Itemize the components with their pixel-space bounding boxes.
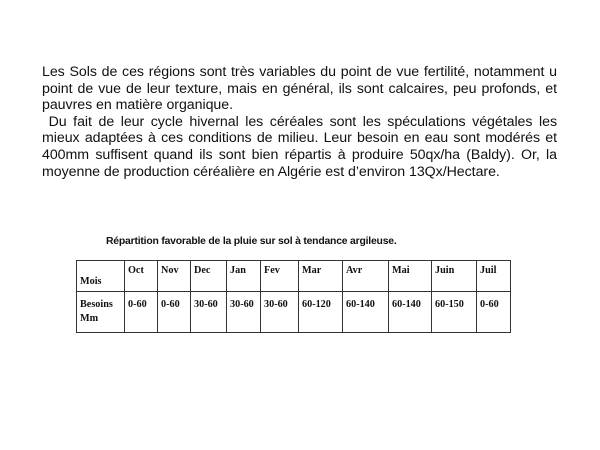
body-text: [42, 64, 561, 180]
table-caption: Répartition favorable de la pluie sur sol à tendance argileuse.: [106, 236, 397, 247]
paragraph-cereals: Du fait de leur cycle hivernal les céréales sont les spéculations végétales les mieux adaptées à ces conditions de milieu. Leur besoin en eau sont modérés et 400mm suffisent quand ils sont bien répartis à produire 50qx/ha (Baldy). Or, la moyenne de production céréalière en Algérie est d’environ 13Qx/Hectare.: [42, 113, 561, 180]
month-cell: Nov: [158, 261, 191, 292]
need-cell: 60-120: [299, 292, 343, 333]
month-cell: Oct: [125, 261, 158, 292]
need-cell: 60-150: [432, 292, 477, 333]
month-cell: Mar: [299, 261, 343, 292]
need-cell: 30-60: [227, 292, 261, 333]
need-cell: 30-60: [191, 292, 227, 333]
need-cell: 60-140: [343, 292, 389, 333]
month-cell: Dec: [191, 261, 227, 292]
paragraph-soils: Les Sols de ces régions sont très variables du point de vue fertilité, notamment u point de vue de leur texture, mais en général, ils sont calcaires, peu profonds, et pauvres en matière organique.: [42, 64, 557, 114]
row-label-unit: Mm: [80, 313, 99, 324]
month-cell: Juil: [477, 261, 511, 292]
need-cell: 30-60: [261, 292, 299, 333]
rainfall-table: [76, 260, 511, 333]
row-label-cell: [77, 292, 125, 333]
need-cell: 0-60: [158, 292, 191, 333]
header-label-cell: Mois: [77, 261, 125, 292]
need-cell: 0-60: [477, 292, 511, 333]
need-cell: 0-60: [125, 292, 158, 333]
table-header-row: [77, 261, 511, 292]
month-cell: Avr: [343, 261, 389, 292]
need-cell: 60-140: [389, 292, 432, 333]
row-label-line: Besoins: [80, 299, 113, 310]
month-cell: Jan: [227, 261, 261, 292]
month-cell: Mai: [389, 261, 432, 292]
month-cell: Fev: [261, 261, 299, 292]
month-cell: Juin: [432, 261, 477, 292]
table-row: [77, 292, 511, 333]
